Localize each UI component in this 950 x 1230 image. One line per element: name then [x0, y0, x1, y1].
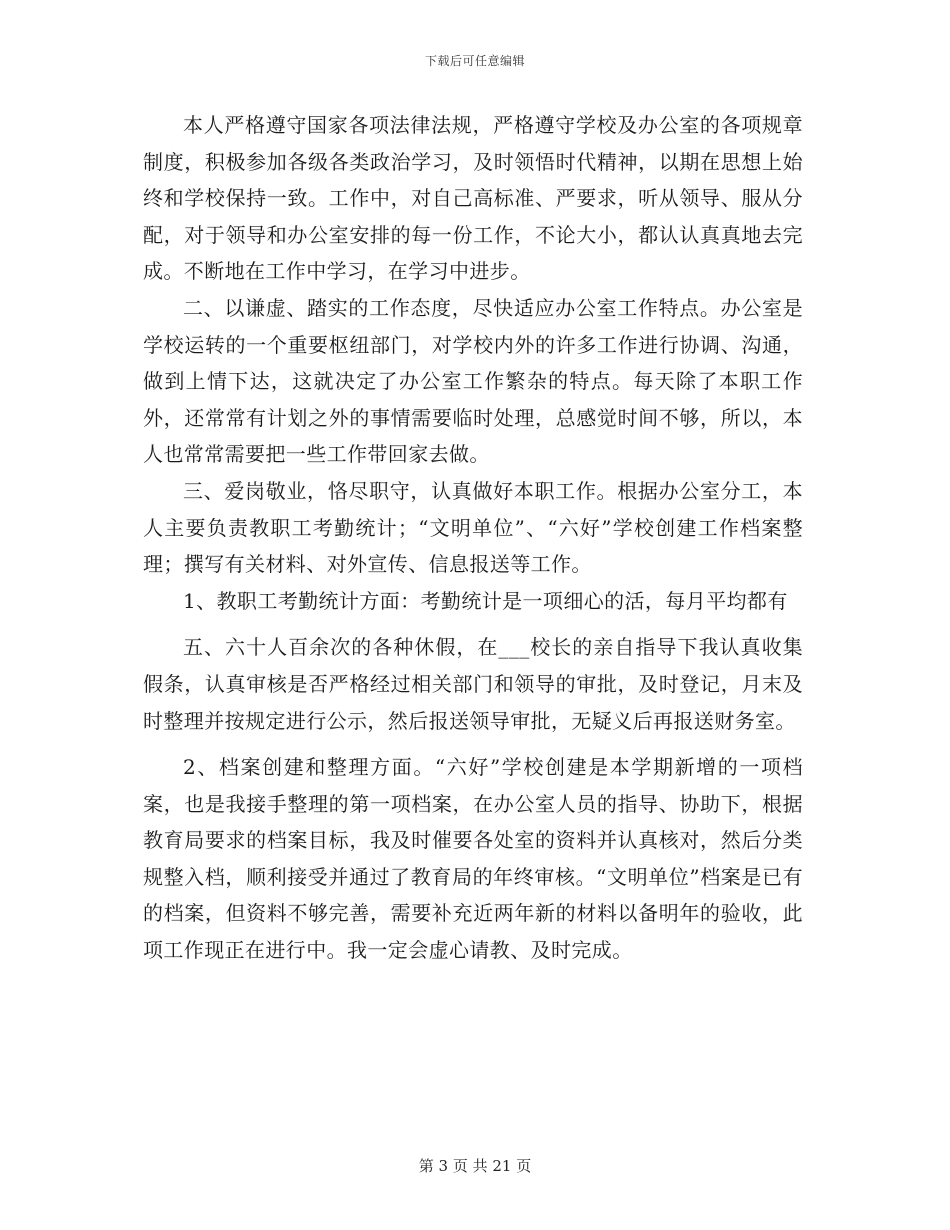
paragraph-duties: 三、爱岗敬业，恪尽职守，认真做好本职工作。根据办公室分工，本人主要负责教职工考勤统计；“文明单位”、“六好”学校创建工作档案整理；撰写有关材料、对外宣传、信息报送等工作。: [143, 478, 803, 577]
page-number-footer: 第 3 页 共 21 页: [418, 1157, 532, 1175]
paragraph-office-adaptation: 二、以谦虚、踏实的工作态度，尽快适应办公室工作特点。办公室是学校运转的一个重要枢纽部门，对学校内外的许多工作进行协调、沟通，做到上情下达，这就决定了办公室工作繁杂的特点。每天除了本职工作外，还常常有计划之外的事情需要临时处理，总感觉时间不够，所以，本人也常常需要把一些工作带回家去做。: [143, 295, 803, 467]
page-header: 下载后可任意编辑: [424, 54, 525, 68]
paragraph-leave-processing: 五、六十人百余次的各种休假，在___校长的亲自指导下我认真收集假条，认真审核是否严格经过相关部门和领导的审批，及时登记，月末及时整理并按规定进行公示，然后报送领导审批，无疑义后再报送财务室。: [143, 635, 803, 733]
paragraph-archives: 2、档案创建和整理方面。“六好”学校创建是本学期新增的一项档案，也是我接手整理的第一项档案，在办公室人员的指导、协助下，根据教育局要求的档案目标，我及时催要各处室的资料并认真核对，然后分类规整入档，顺利接受并通过了教育局的年终审核。“文明单位”档案是已有的档案，但资料不够完善，需要补充近两年新的材料以备明年的验收，此项工作现正在进行中。我一定会虚心请教、及时完成。: [143, 755, 803, 963]
paragraph-attendance: 1、教职工考勤统计方面：考勤统计是一项细心的活，每月平均都有: [183, 588, 788, 613]
paragraph-discipline: 本人严格遵守国家各项法律法规，严格遵守学校及办公室的各项规章制度，积极参加各级各类政治学习，及时领悟时代精神，以期在思想上始终和学校保持一致。工作中，对自己高标准、严要求，听从领导、服从分配，对于领导和办公室安排的每一份工作，不论大小，都认认真真地去完成。不断地在工作中学习，在学习中进步。: [143, 113, 803, 284]
document-body: [143, 107, 803, 969]
